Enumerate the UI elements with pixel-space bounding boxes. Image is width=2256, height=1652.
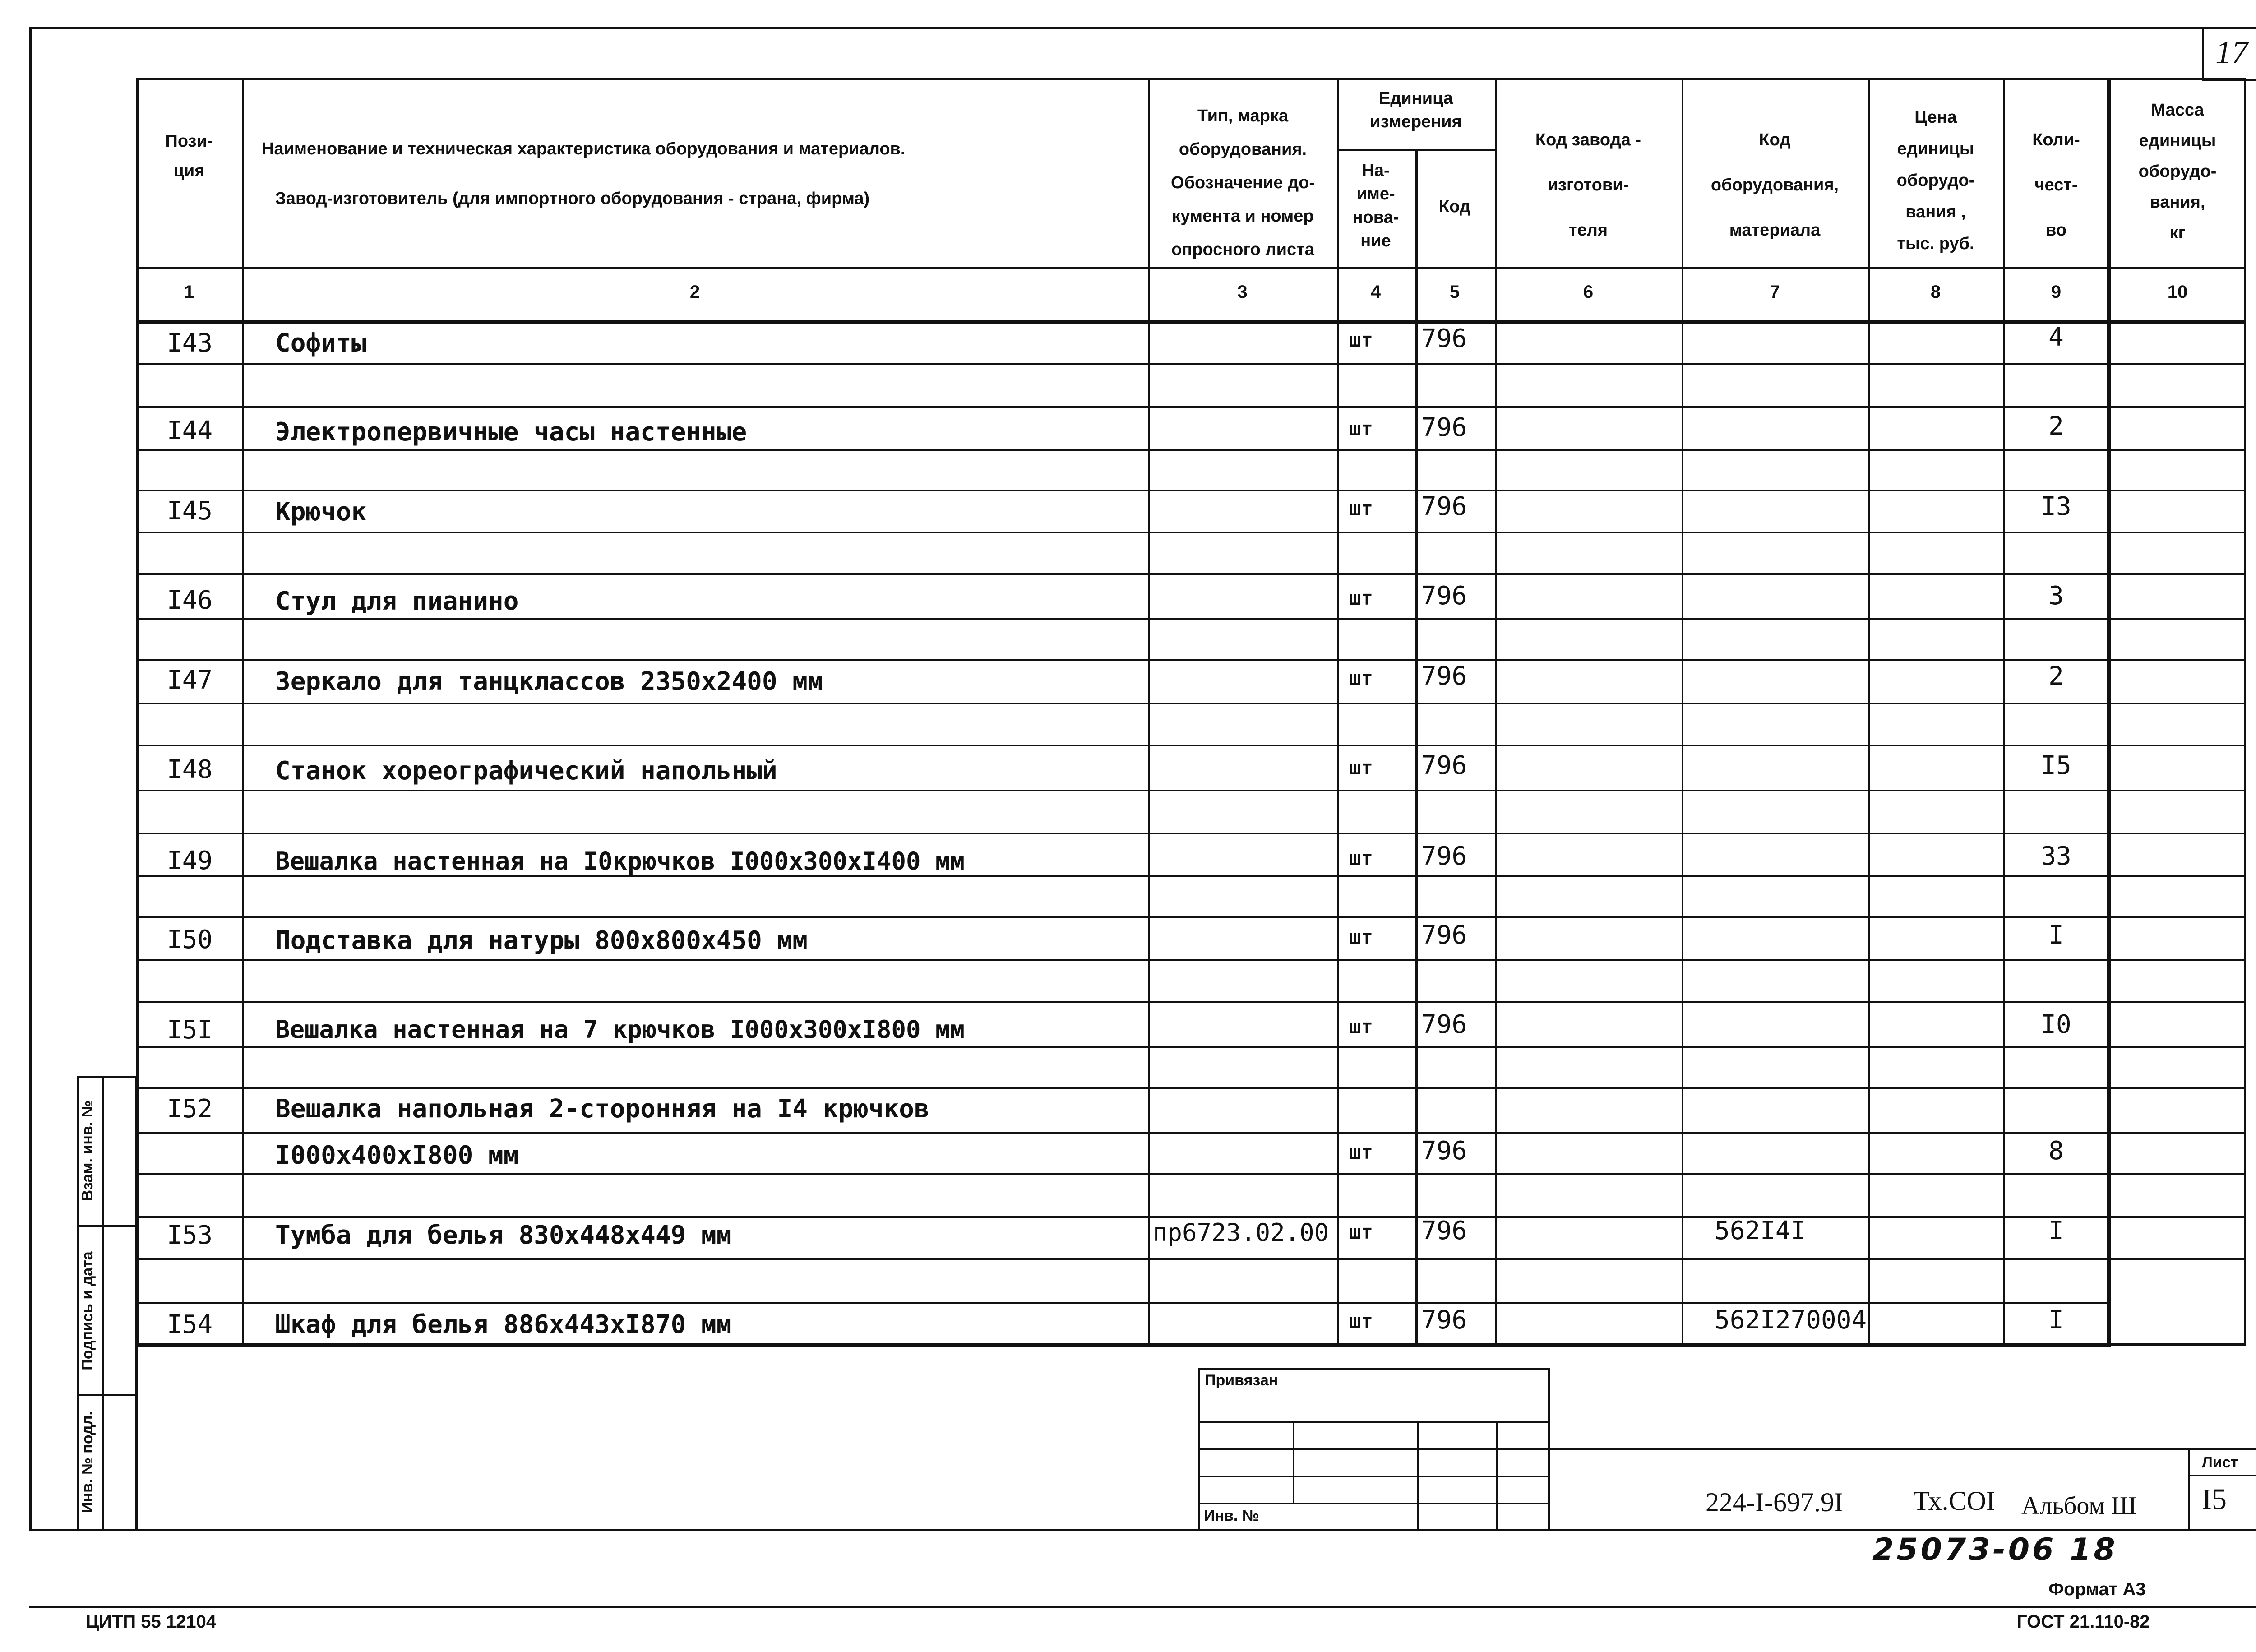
- row-unit: шт: [1349, 1015, 1373, 1038]
- gost-label: ГОСТ 21.110-82: [2017, 1612, 2150, 1632]
- col-line-5: [1495, 78, 1497, 1346]
- row-line: [136, 1001, 2246, 1003]
- row-unit: шт: [1349, 667, 1373, 690]
- stamp-line: [1417, 1421, 1419, 1531]
- row-name: Вешалка настенная на 7 крючков I000х300хI800 мм: [275, 1015, 965, 1044]
- row-line: [136, 406, 2246, 408]
- row-line: [136, 490, 2246, 491]
- sheet-box-left: [2188, 1448, 2190, 1531]
- publisher-label: ЦИТП 55 12104: [86, 1612, 217, 1632]
- header-price-line: тыс. руб.: [1897, 234, 1974, 253]
- header-price-line: вания ,: [1905, 203, 1966, 222]
- row-equipment-code: 562I270004: [1715, 1305, 1867, 1335]
- column-number: 8: [1930, 282, 1941, 302]
- row-unit: шт: [1349, 926, 1373, 949]
- header-name-line: Наименование и техническая характеристика оборудования и материалов.: [262, 139, 906, 158]
- header-name: [262, 124, 1029, 223]
- side-label-original-inv: Инв. № подл.: [79, 1411, 96, 1513]
- row-position: I46: [167, 586, 213, 615]
- col-line-2: [1148, 78, 1150, 1346]
- header-unit-name-line: На-: [1362, 161, 1390, 180]
- row-code: 796: [1421, 1136, 1467, 1166]
- row-line: [136, 1216, 2246, 1218]
- row-code: 796: [1421, 921, 1467, 950]
- column-number: 2: [689, 282, 700, 302]
- row-position: I47: [167, 666, 213, 695]
- row-name: Станок хореографический напольный: [275, 756, 777, 786]
- header-unit: [1337, 87, 1495, 134]
- row-code: 796: [1421, 492, 1467, 521]
- col-line-7: [1868, 78, 1870, 1346]
- header-type-line: опросного листа: [1171, 240, 1314, 259]
- col-line-1: [242, 78, 244, 1346]
- row-line: [136, 745, 2246, 746]
- header-price: [1868, 102, 2003, 259]
- row-position: I53: [167, 1221, 213, 1250]
- album-label: Альбом Ш: [2021, 1492, 2137, 1520]
- header-unit-code: [1415, 192, 1495, 222]
- stamp-privyazan-label: Привязан: [1205, 1372, 1278, 1389]
- row-unit: шт: [1349, 847, 1373, 870]
- header-unit-name-line: нова-: [1352, 208, 1399, 227]
- row-line: [136, 1046, 2246, 1048]
- row-quantity: 2: [2048, 412, 2064, 441]
- header-unit-name-line: ние: [1360, 231, 1391, 250]
- row-name-continued: I000х400хI800 мм: [275, 1141, 519, 1170]
- format-label: Формат А3: [2048, 1579, 2146, 1599]
- header-mass-line: вания,: [2150, 193, 2205, 212]
- header-position: [136, 126, 242, 186]
- header-mass-line: оборудо-: [2138, 162, 2217, 181]
- row-name: Крючок: [275, 497, 367, 527]
- row-name: Вешалка напольная 2-сторонняя на I4 крючков: [275, 1094, 929, 1124]
- row-name: Электропервичные часы настенные: [275, 417, 747, 447]
- header-price-line: оборудо-: [1896, 171, 1975, 190]
- sheet-box-divider: [2188, 1475, 2256, 1476]
- row-position: I48: [167, 755, 213, 784]
- row-quantity: 4: [2048, 323, 2064, 352]
- header-equipment-code: [1682, 117, 1868, 253]
- row-name: Софиты: [275, 329, 367, 358]
- column-number: 3: [1237, 282, 1248, 302]
- document-part: Тх.COI: [1913, 1486, 1995, 1516]
- side-label-line: [77, 1225, 138, 1227]
- column-number: 1: [184, 282, 194, 302]
- row-unit: шт: [1349, 756, 1373, 779]
- row-unit: шт: [1349, 1221, 1373, 1244]
- row-line: [136, 618, 2246, 620]
- row-code: 796: [1421, 324, 1467, 353]
- header-factory-code-line: Код завода -: [1535, 130, 1641, 149]
- row-quantity: I5: [2041, 751, 2071, 780]
- row-code: 796: [1421, 1010, 1467, 1039]
- row-code: 796: [1421, 413, 1467, 442]
- row-code: 796: [1421, 842, 1467, 871]
- side-label-signature-date: Подпись и дата: [79, 1251, 96, 1370]
- row-line: [136, 790, 2246, 791]
- header-mass-line: единицы: [2139, 131, 2216, 150]
- row-quantity: 2: [2048, 662, 2064, 691]
- row-position: I45: [167, 496, 213, 526]
- handwritten-number: 25073-06 18: [1872, 1532, 2118, 1568]
- row-line: [136, 1258, 2246, 1260]
- row-type: пр6723.02.00: [1153, 1218, 1329, 1247]
- title-block-top: [1550, 1448, 2256, 1450]
- row-quantity: 33: [2041, 842, 2071, 871]
- header-quantity-line: во: [2045, 221, 2067, 240]
- col-line-3: [1337, 78, 1339, 1346]
- row-line: [136, 1173, 2246, 1175]
- row-name: Подставка для натуры 800х800х450 мм: [275, 926, 808, 955]
- column-number: 5: [1449, 282, 1460, 302]
- row-name: Стул для пианино: [275, 587, 519, 616]
- row-name: Тумба для белья 830х448х449 мм: [275, 1221, 732, 1250]
- row-quantity: I0: [2041, 1010, 2071, 1039]
- header-type-line: Обозначение до-: [1171, 173, 1315, 192]
- header-bottom-line: [136, 267, 2246, 269]
- row-position: I5I: [167, 1015, 213, 1045]
- row-position: I54: [167, 1310, 213, 1339]
- stamp-line: [1496, 1421, 1498, 1531]
- header-mass: [2109, 95, 2246, 248]
- document-code: 224-I-697.9I: [1706, 1487, 1843, 1517]
- row-line: [136, 916, 2246, 918]
- row-name: Зеркало для танцклассов 2350х2400 мм: [275, 667, 823, 696]
- table-bottom-line: [136, 1344, 2111, 1347]
- sheet-number: I5: [2202, 1483, 2227, 1516]
- row-name: Вешалка настенная на I0крючков I000х300хI400 мм: [275, 847, 965, 875]
- corner-page-number: 17: [2215, 34, 2248, 70]
- row-code: 796: [1421, 581, 1467, 611]
- header-price-line: единицы: [1897, 139, 1974, 158]
- column-number: 4: [1370, 282, 1381, 302]
- bottom-rule: [29, 1606, 2256, 1608]
- header-unit-name: [1337, 159, 1415, 253]
- row-line: [136, 449, 2246, 451]
- header-price-line: Цена: [1914, 108, 1957, 127]
- row-code: 796: [1421, 1305, 1467, 1335]
- row-position: I44: [167, 416, 213, 445]
- column-number: 7: [1770, 282, 1780, 302]
- header-equipment-code-line: материала: [1729, 221, 1821, 240]
- row-quantity: 3: [2048, 581, 2064, 611]
- side-label-replacement-inv: Взам. инв. №: [79, 1100, 96, 1201]
- row-quantity: 8: [2048, 1136, 2064, 1166]
- row-unit: шт: [1349, 1141, 1373, 1164]
- row-unit: шт: [1349, 329, 1373, 352]
- header-quantity-line: чест-: [2034, 176, 2078, 194]
- row-line: [136, 703, 2246, 704]
- header-factory-code-line: изготови-: [1547, 176, 1629, 194]
- header-quantity-line: Коли-: [2032, 130, 2080, 149]
- header-factory-code-line: теля: [1568, 221, 1608, 240]
- row-line: [136, 1132, 2246, 1134]
- row-line: [136, 959, 2246, 961]
- stamp-line: [1293, 1421, 1294, 1503]
- header-position-line: ция: [173, 162, 205, 180]
- row-line: [136, 1302, 2108, 1304]
- row-quantity: I: [2048, 1216, 2064, 1245]
- side-label-divider: [102, 1076, 104, 1531]
- row-quantity: I: [2048, 921, 2064, 950]
- row-line: [136, 833, 2246, 834]
- stamp-inv-label: Инв. №: [1204, 1507, 1259, 1524]
- row-line: [136, 1087, 2246, 1089]
- header-position-line: Пози-: [165, 132, 213, 151]
- header-type-line: кумента и номер: [1172, 207, 1314, 226]
- row-line: [136, 532, 2246, 533]
- row-position: I49: [167, 846, 213, 875]
- row-line: [136, 659, 2246, 661]
- header-quantity: [2003, 117, 2109, 253]
- header-unit-code-line: Код: [1438, 197, 1471, 216]
- row-equipment-code: 562I4I: [1715, 1216, 1806, 1245]
- col-line-4: [1415, 149, 1418, 1346]
- row-unit: шт: [1349, 417, 1373, 440]
- sheet-label: Лист: [2202, 1454, 2238, 1471]
- numbers-row-line: [136, 320, 2246, 324]
- row-quantity: I: [2048, 1305, 2064, 1335]
- row-line: [136, 875, 2246, 877]
- column-number: 10: [2167, 282, 2188, 302]
- header-unit-line: измерения: [1370, 112, 1462, 131]
- row-quantity: I3: [2041, 492, 2071, 521]
- column-number: 9: [2051, 282, 2062, 302]
- header-unit-name-line: име-: [1356, 185, 1395, 204]
- row-code: 796: [1421, 1216, 1467, 1245]
- row-name: Шкаф для белья 886х443хI870 мм: [275, 1310, 732, 1339]
- row-position: I52: [167, 1094, 213, 1124]
- col-line-6: [1682, 78, 1683, 1346]
- row-position: I50: [167, 925, 213, 954]
- header-equipment-code-line: Код: [1759, 130, 1791, 149]
- header-factory-code: [1495, 117, 1682, 253]
- row-position: I43: [167, 329, 213, 358]
- header-equipment-code-line: оборудования,: [1710, 176, 1839, 194]
- row-unit: шт: [1349, 587, 1373, 610]
- header-mass-line: Масса: [2151, 101, 2204, 120]
- header-type: [1149, 99, 1337, 266]
- header-mass-line: кг: [2169, 223, 2186, 242]
- header-type-line: Тип, марка: [1197, 106, 1289, 125]
- column-number: 6: [1583, 282, 1594, 302]
- row-code: 796: [1421, 751, 1467, 780]
- row-unit: шт: [1349, 497, 1373, 520]
- row-code: 796: [1421, 662, 1467, 691]
- corner-box-left: [2202, 27, 2204, 80]
- header-type-line: оборудования.: [1179, 140, 1307, 159]
- header-unit-line: Единица: [1378, 89, 1453, 108]
- row-unit: шт: [1349, 1310, 1373, 1333]
- row-line: [136, 573, 2246, 575]
- row-line: [136, 363, 2246, 365]
- header-name-line: Завод-изготовитель (для импортного оборудования - страна, фирма): [275, 189, 870, 208]
